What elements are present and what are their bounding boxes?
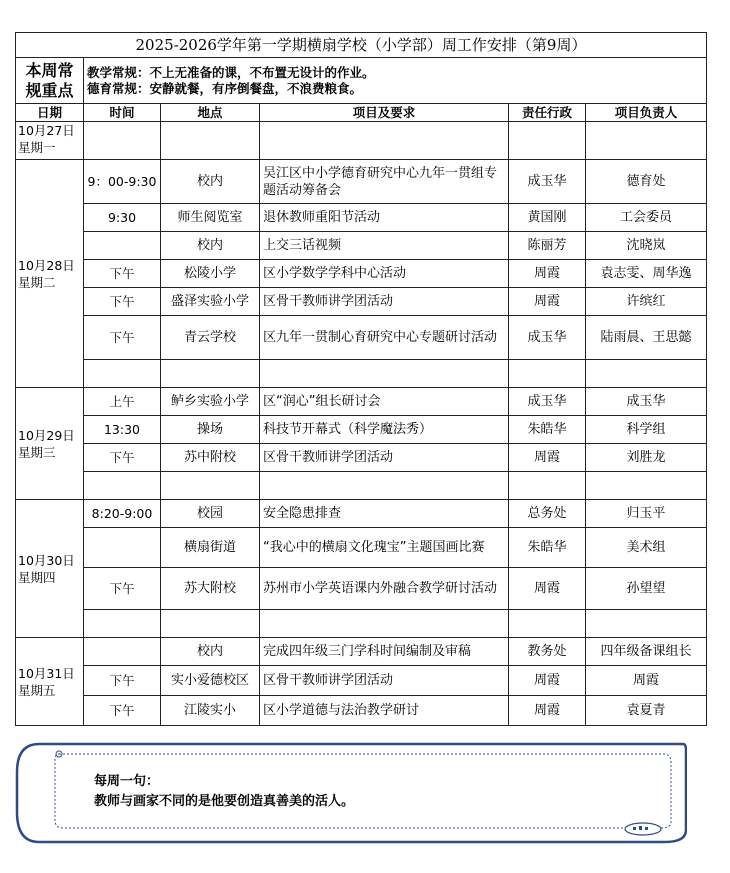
admin-cell: 黄国刚 (509, 204, 586, 232)
table-row (16, 260, 707, 288)
item-cell: 区骨干教师讲学团活动 (260, 444, 509, 472)
place-cell (161, 610, 260, 638)
weekday-label: 星期五 (18, 682, 56, 698)
admin-cell (509, 122, 586, 160)
admin-cell (509, 360, 586, 388)
admin-cell: 成玉华 (509, 316, 586, 360)
admin-cell: 成玉华 (509, 160, 586, 204)
place-cell: 校内 (161, 232, 260, 260)
admin-cell: 朱皓华 (509, 528, 586, 568)
owner-cell: 陆雨晨、王思懿 (586, 316, 707, 360)
owner-cell: 归玉平 (586, 500, 707, 528)
time-cell: 下午 (84, 568, 161, 610)
admin-cell: 周霞 (509, 288, 586, 316)
table-row (16, 444, 707, 472)
header-date: 日期 (16, 104, 84, 122)
date-cell (16, 638, 84, 726)
place-cell: 校园 (161, 500, 260, 528)
table-row (16, 500, 707, 528)
moral-routine: 德育常规：安静就餐，有序倒餐盘，不浪费粮食。 (87, 80, 363, 96)
owner-cell: 周霞 (586, 666, 707, 696)
header-place: 地点 (161, 104, 260, 122)
date-label: 10月30日 (18, 552, 75, 568)
place-cell: 鲈乡实验小学 (161, 388, 260, 416)
owner-cell: 科学组 (586, 416, 707, 444)
item-cell (260, 472, 509, 500)
owner-cell: 刘胜龙 (586, 444, 707, 472)
place-cell: 青云学校 (161, 316, 260, 360)
time-cell: 8:20-9:00 (84, 500, 161, 528)
admin-cell: 成玉华 (509, 388, 586, 416)
owner-cell (586, 122, 707, 160)
place-cell: 师生阅览室 (161, 204, 260, 232)
schedule-table (15, 32, 707, 726)
quote-text: 教师与画家不同的是他要创造真善美的活人。 (94, 794, 355, 809)
time-cell (84, 472, 161, 500)
owner-cell: 袁志雯、周华逸 (586, 260, 707, 288)
admin-cell (509, 610, 586, 638)
owner-cell: 德育处 (586, 160, 707, 204)
owner-cell: 沈晓岚 (586, 232, 707, 260)
page-title: 2025-2026学年第一学期横扇学校（小学部）周工作安排（第9周） (16, 33, 707, 58)
admin-cell: 朱皓华 (509, 416, 586, 444)
item-cell (260, 610, 509, 638)
time-cell: 9：00-9:30 (84, 160, 161, 204)
time-cell: 下午 (84, 696, 161, 726)
table-row (16, 568, 707, 610)
owner-cell: 成玉华 (586, 388, 707, 416)
owner-cell (586, 360, 707, 388)
weekly-focus-content (84, 58, 707, 104)
place-cell: 校内 (161, 160, 260, 204)
item-cell: 区小学数学学科中心活动 (260, 260, 509, 288)
admin-cell: 周霞 (509, 696, 586, 726)
admin-cell: 教务处 (509, 638, 586, 666)
owner-cell: 美术组 (586, 528, 707, 568)
time-cell: 下午 (84, 444, 161, 472)
date-label: 10月29日 (18, 427, 75, 443)
table-row (16, 388, 707, 416)
owner-cell (586, 610, 707, 638)
place-cell: 操场 (161, 416, 260, 444)
item-cell: 退休教师重阳节活动 (260, 204, 509, 232)
date-label: 10月27日 (18, 123, 75, 138)
date-cell (16, 500, 84, 638)
weekday-label: 星期二 (18, 274, 56, 290)
item-cell: 区“润心”组长研讨会 (260, 388, 509, 416)
item-cell (260, 360, 509, 388)
time-cell (84, 638, 161, 666)
owner-cell: 工会委员 (586, 204, 707, 232)
place-cell: 盛泽实验小学 (161, 288, 260, 316)
place-cell: 松陵小学 (161, 260, 260, 288)
table-row (16, 472, 707, 500)
place-cell: 江陵实小 (161, 696, 260, 726)
time-cell: 下午 (84, 666, 161, 696)
admin-cell: 周霞 (509, 568, 586, 610)
table-row (16, 528, 707, 568)
table-row (16, 610, 707, 638)
place-cell (161, 122, 260, 160)
item-cell: 区骨干教师讲学团活动 (260, 666, 509, 696)
weekly-focus-label (16, 58, 84, 104)
admin-cell: 总务处 (509, 500, 586, 528)
place-cell (161, 472, 260, 500)
admin-cell: 陈丽芳 (509, 232, 586, 260)
time-cell (84, 232, 161, 260)
item-cell: 完成四年级三门学科时间编制及审稿 (260, 638, 509, 666)
schedule-sheet (15, 32, 706, 726)
header-owner: 项目负责人 (586, 104, 707, 122)
admin-cell: 周霞 (509, 444, 586, 472)
place-cell: 苏中附校 (161, 444, 260, 472)
table-row (16, 416, 707, 444)
item-cell: 安全隐患排查 (260, 500, 509, 528)
focus-label-line1: 本周常 (25, 60, 74, 80)
item-cell: 区小学道德与法治教学研讨 (260, 696, 509, 726)
table-row (16, 232, 707, 260)
place-cell: 横扇街道 (161, 528, 260, 568)
date-label: 10月28日 (18, 257, 75, 273)
quote-title: 每周一句： (94, 774, 160, 789)
table-row (16, 122, 707, 160)
item-cell: 上交三话视频 (260, 232, 509, 260)
table-row (16, 316, 707, 360)
table-row (16, 666, 707, 696)
table-row (16, 160, 707, 204)
item-cell: 吴江区中小学德育研究中心九年一贯组专题活动筹备会 (260, 160, 509, 204)
item-cell: 苏州市小学英语课内外融合教学研讨活动 (260, 568, 509, 610)
place-cell (161, 360, 260, 388)
item-cell (260, 122, 509, 160)
time-cell: 9:30 (84, 204, 161, 232)
place-cell: 实小爱德校区 (161, 666, 260, 696)
owner-cell: 许缤红 (586, 288, 707, 316)
owner-cell: 袁夏青 (586, 696, 707, 726)
column-header-row (16, 104, 707, 122)
table-row (16, 204, 707, 232)
table-row (16, 696, 707, 726)
weekday-label: 星期四 (18, 569, 56, 585)
date-cell (16, 122, 84, 160)
time-cell: 下午 (84, 288, 161, 316)
weekly-quote-box (15, 742, 687, 844)
place-cell: 苏大附校 (161, 568, 260, 610)
owner-cell: 孙望望 (586, 568, 707, 610)
teaching-routine: 教学常规：不上无准备的课，不布置无设计的作业。 (87, 64, 375, 80)
item-cell: 科技节开幕式（科学魔法秀） (260, 416, 509, 444)
weekday-label: 星期三 (18, 444, 56, 460)
table-row (16, 288, 707, 316)
item-cell: 区骨干教师讲学团活动 (260, 288, 509, 316)
header-time: 时间 (84, 104, 161, 122)
table-row (16, 360, 707, 388)
owner-cell (586, 472, 707, 500)
item-cell: 区九年一贯制心育研究中心专题研讨活动 (260, 316, 509, 360)
weekday-label: 星期一 (18, 140, 56, 155)
time-cell: 13:30 (84, 416, 161, 444)
focus-label-line2: 规重点 (25, 80, 74, 100)
time-cell (84, 360, 161, 388)
admin-cell: 周霞 (509, 666, 586, 696)
time-cell (84, 610, 161, 638)
time-cell (84, 122, 161, 160)
item-cell: “我心中的横扇文化瑰宝”主题国画比赛 (260, 528, 509, 568)
time-cell: 下午 (84, 316, 161, 360)
header-item: 项目及要求 (260, 104, 509, 122)
admin-cell: 周霞 (509, 260, 586, 288)
date-label: 10月31日 (18, 665, 75, 681)
date-cell (16, 388, 84, 500)
owner-cell: 四年级备课组长 (586, 638, 707, 666)
place-cell: 校内 (161, 638, 260, 666)
time-cell: 下午 (84, 260, 161, 288)
time-cell (84, 528, 161, 568)
table-row (16, 638, 707, 666)
header-admin: 责任行政 (509, 104, 586, 122)
date-cell (16, 160, 84, 388)
admin-cell (509, 472, 586, 500)
time-cell: 上午 (84, 388, 161, 416)
